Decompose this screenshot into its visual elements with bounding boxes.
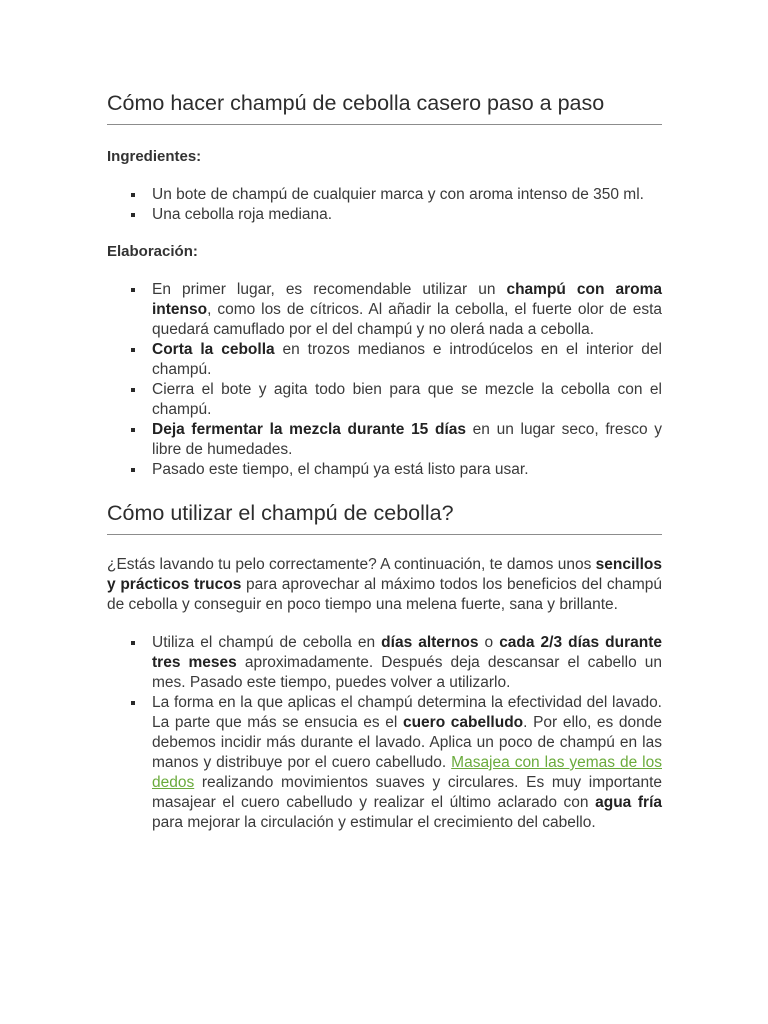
list-item [152, 693, 662, 833]
step-bold: Deja fermentar la mezcla durante 15 días [152, 421, 466, 438]
tip-text: o [478, 634, 500, 651]
section-title-usage: Cómo utilizar el champú de cebolla? [107, 498, 662, 535]
elaboration-label: Elaboración: [107, 243, 198, 260]
intro-text: ¿Estás lavando tu pelo correctamente? A continuación, te damos unos [107, 556, 596, 573]
tip-bold: agua fría [595, 794, 662, 811]
tip-text: Utiliza el champú de cebolla en [152, 634, 382, 651]
step-bold: Corta la cebolla [152, 341, 275, 358]
tips-list [107, 633, 662, 833]
list-item [152, 420, 662, 460]
step-text: en trozos medianos e introdúcelos en el interior del champú. [152, 341, 662, 378]
tip-text: aproximadamente. Después deja descansar el cabello un mes. Pasado este tiempo, puedes volver a utilizarlo. [152, 654, 662, 691]
intro-bold: sencillos y prácticos trucos [107, 556, 662, 593]
ingredients-list [107, 185, 662, 225]
tip-text: para mejorar la circulación y estimular el crecimiento del cabello. [152, 814, 596, 831]
list-item: Una cebolla roja mediana. [152, 205, 662, 225]
steps-list [107, 280, 662, 480]
intro-paragraph [107, 555, 662, 615]
section-title-recipe: Cómo hacer champú de cebolla casero paso a paso [107, 88, 662, 125]
list-item [152, 460, 662, 480]
step-text: Cierra el bote y agita todo bien para que se mezcle la cebolla con el champú. [152, 381, 662, 418]
step-bold: champú con aroma intenso [152, 281, 662, 318]
list-item [152, 340, 662, 380]
step-text: Pasado este tiempo, el champú ya está listo para usar. [152, 461, 529, 478]
list-item [152, 280, 662, 340]
intro-text: para aprovechar al máximo todos los beneficios del champú de cebolla y conseguir en poco tiempo una melena fuerte, sana y brillante. [107, 576, 662, 613]
article-body [107, 88, 662, 833]
step-text: En primer lugar, es recomendable utilizar un [152, 281, 507, 298]
massage-link[interactable]: Masajea con las yemas de los dedos [152, 754, 662, 791]
list-item [152, 633, 662, 693]
ingredients-label: Ingredientes: [107, 148, 202, 165]
list-item [152, 380, 662, 420]
tip-text: . Por ello, es donde debemos incidir más durante el lavado. Aplica un poco de champú en las manos y distribuye por el cuero cabelludo. [152, 714, 662, 771]
tip-text: La forma en la que aplicas el champú determina la efectividad del lavado. La parte que más se ensucia es el [152, 694, 662, 731]
tip-text: realizando movimientos suaves y circulares. Es muy importante masajear el cuero cabelludo y realizar el último aclarado con [152, 774, 662, 811]
step-text: en un lugar seco, fresco y libre de humedades. [152, 421, 662, 458]
tip-bold: cuero cabelludo [402, 714, 524, 731]
step-text: , como los de cítricos. Al añadir la cebolla, el fuerte olor de esta quedará camuflado por el del champú y no olerá nada a cebolla. [152, 301, 662, 338]
tip-bold: días alternos [381, 634, 479, 651]
tip-bold: cada 2/3 días durante tres meses [152, 634, 662, 671]
list-item: Un bote de champú de cualquier marca y con aroma intenso de 350 ml. [152, 185, 662, 205]
